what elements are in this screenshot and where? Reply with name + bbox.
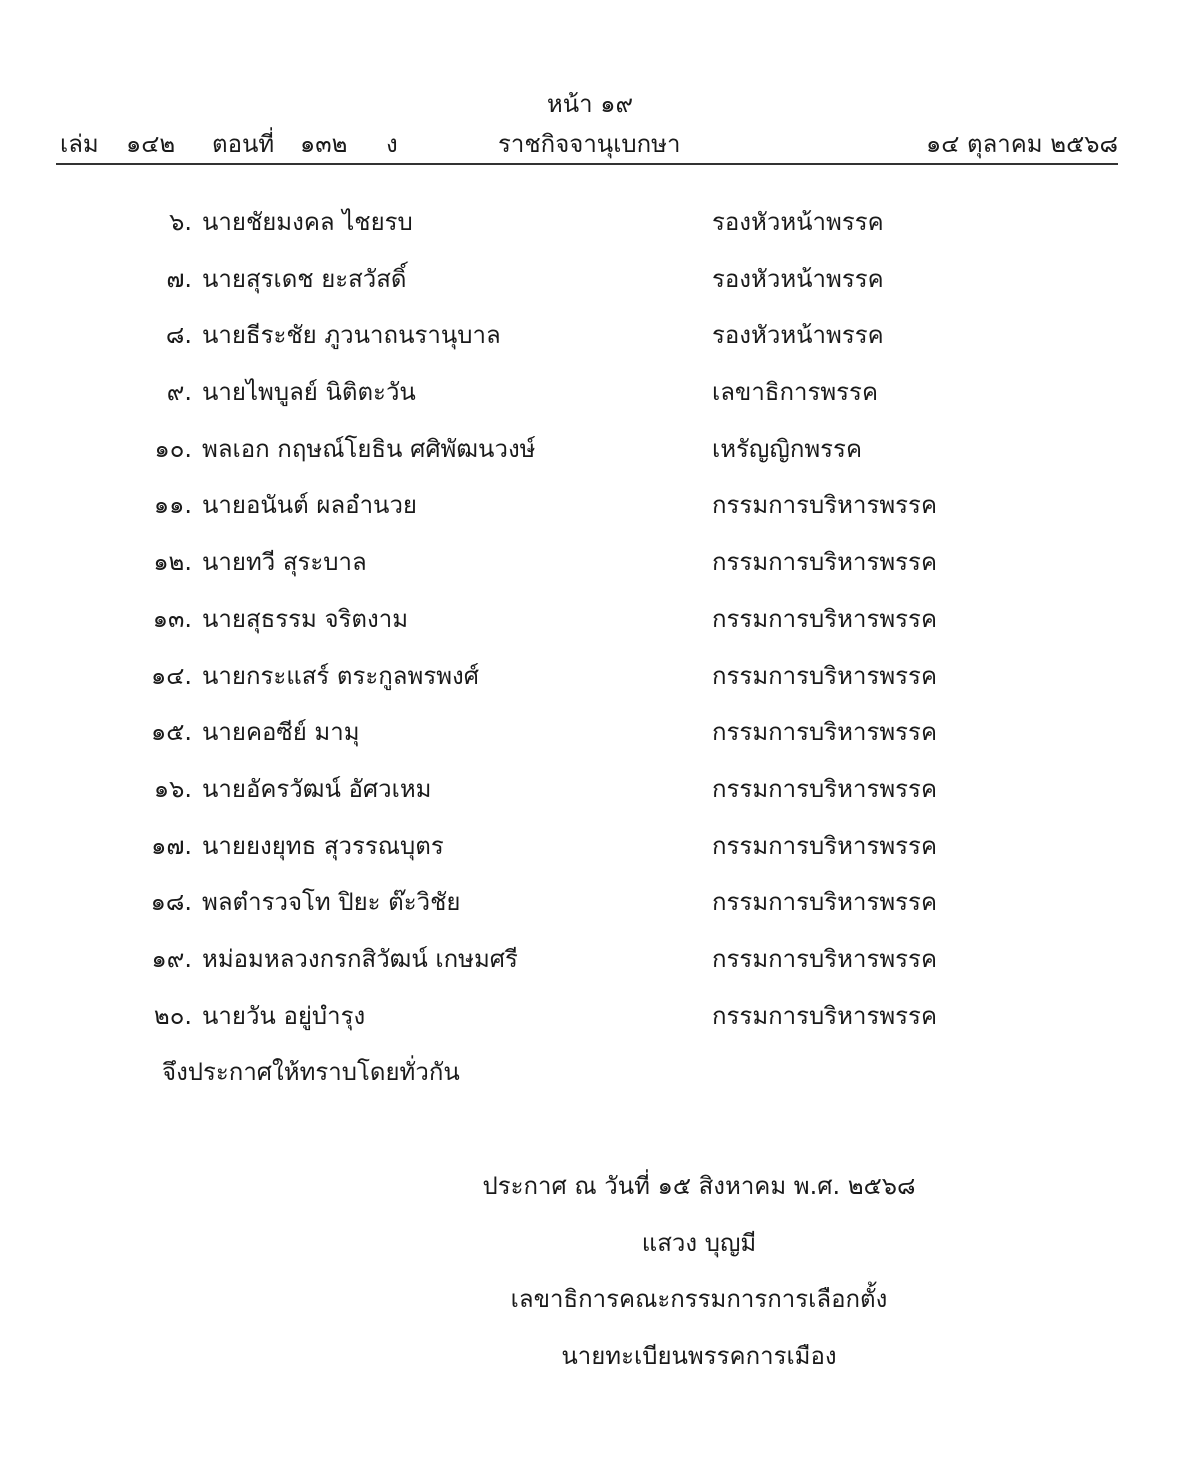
entry-position: กรรมการบริหารพรรค (712, 831, 937, 860)
entries-list (0, 200, 1200, 1050)
header-divider (56, 163, 1118, 165)
list-item (0, 710, 1200, 767)
gazette-header (60, 124, 1118, 158)
entry-position: เลขาธิการพรรค (712, 378, 878, 407)
list-item (0, 767, 1200, 824)
entry-number: ๑๒. (153, 548, 192, 577)
list-item (0, 880, 1200, 937)
entry-number: ๑๓. (152, 604, 192, 633)
signatory-title-registrar: นายทะเบียนพรรคการเมือง (561, 1342, 837, 1370)
entry-number: ๖. (169, 208, 192, 236)
entry-name: นายสุรเดช ยะสวัสดิ์ (202, 264, 407, 293)
entry-number: ๙. (166, 378, 192, 407)
issue-section: ง (386, 130, 398, 158)
entry-number: ๑๖. (153, 774, 192, 803)
entry-name: นายทวี สุระบาล (202, 548, 367, 577)
entry-position: กรรมการบริหารพรรค (712, 604, 937, 633)
list-item (0, 937, 1200, 994)
entry-position: กรรมการบริหารพรรค (712, 661, 937, 690)
entry-position: รองหัวหน้าพรรค (712, 321, 884, 350)
issue-number: ๑๓๒ (300, 130, 348, 158)
entry-name: นายธีระชัย ภูวนาถนรานุบาล (202, 321, 501, 350)
entry-number: ๑๘. (150, 888, 192, 917)
entry-number: ๑๕. (150, 718, 192, 747)
list-item (0, 313, 1200, 370)
list-item (0, 654, 1200, 711)
list-item (0, 483, 1200, 540)
entry-name: นายวัน อยู่บำรุง (202, 1001, 366, 1030)
list-item (0, 427, 1200, 484)
list-item (0, 200, 1200, 257)
gazette-date: ๑๔ ตุลาคม ๒๕๖๘ (925, 130, 1118, 158)
signatory-name: แสวง บุญมี (641, 1229, 757, 1257)
list-item (0, 257, 1200, 314)
list-item (0, 370, 1200, 427)
list-item (0, 994, 1200, 1051)
entry-name: พลตำรวจโท ปิยะ ต๊ะวิชัย (202, 888, 461, 917)
entry-position: รองหัวหน้าพรรค (712, 264, 884, 293)
issue-label: ตอนที่ (212, 130, 275, 158)
entry-number: ๘. (165, 321, 192, 350)
entry-position: รองหัวหน้าพรรค (712, 208, 884, 236)
entry-number: ๑๙. (151, 944, 192, 973)
entry-position: กรรมการบริหารพรรค (712, 774, 937, 803)
entry-position: กรรมการบริหารพรรค (712, 1001, 937, 1030)
list-item (0, 824, 1200, 881)
entry-number: ๑๗. (151, 831, 192, 860)
list-item (0, 597, 1200, 654)
closing-statement: จึงประกาศให้ทราบโดยทั่วกัน (162, 1058, 460, 1086)
entry-name: นายคอซีย์ มามุ (202, 718, 360, 747)
entry-name: นายสุธรรม จริตงาม (202, 604, 409, 633)
entry-number: ๒๐. (153, 1001, 192, 1030)
volume-label: เล่ม (60, 130, 99, 158)
signatory-title: เลขาธิการคณะกรรมการการเลือกตั้ง (510, 1285, 888, 1313)
entry-position: กรรมการบริหารพรรค (712, 548, 937, 577)
entry-position: เหรัญญิกพรรค (712, 434, 862, 463)
list-item (0, 540, 1200, 597)
entry-name: นายชัยมงคล ไชยรบ (202, 208, 413, 236)
entry-name: พลเอก กฤษณ์โยธิน ศศิพัฒนวงษ์ (202, 434, 536, 463)
entry-name: นายไพบูลย์ นิติตะวัน (202, 378, 416, 407)
entry-position: กรรมการบริหารพรรค (712, 491, 937, 520)
entry-name: นายกระแสร์ ตระกูลพรพงศ์ (202, 661, 479, 690)
entry-number: ๗. (166, 264, 192, 293)
entry-position: กรรมการบริหารพรรค (712, 944, 937, 973)
entry-name: นายอัครวัฒน์ อัศวเหม (202, 774, 432, 803)
volume-number: ๑๔๒ (126, 130, 176, 158)
gazette-name: ราชกิจจานุเบกษา (498, 130, 681, 158)
entry-position: กรรมการบริหารพรรค (712, 888, 937, 917)
entry-position: กรรมการบริหารพรรค (712, 718, 937, 747)
announcement-date: ประกาศ ณ วันที่ ๑๕ สิงหาคม พ.ศ. ๒๕๖๘ (482, 1172, 916, 1200)
entry-number: ๑๑. (153, 491, 192, 520)
entry-number: ๑๔. (150, 661, 192, 690)
entry-name: นายยงยุทธ สุวรรณบุตร (202, 831, 444, 860)
entry-name: นายอนันต์ ผลอำนวย (202, 491, 417, 520)
entry-number: ๑๐. (154, 434, 192, 463)
entry-name: หม่อมหลวงกรกสิวัฒน์ เกษมศรี (202, 944, 518, 973)
page-number: หน้า ๑๙ (546, 90, 634, 118)
